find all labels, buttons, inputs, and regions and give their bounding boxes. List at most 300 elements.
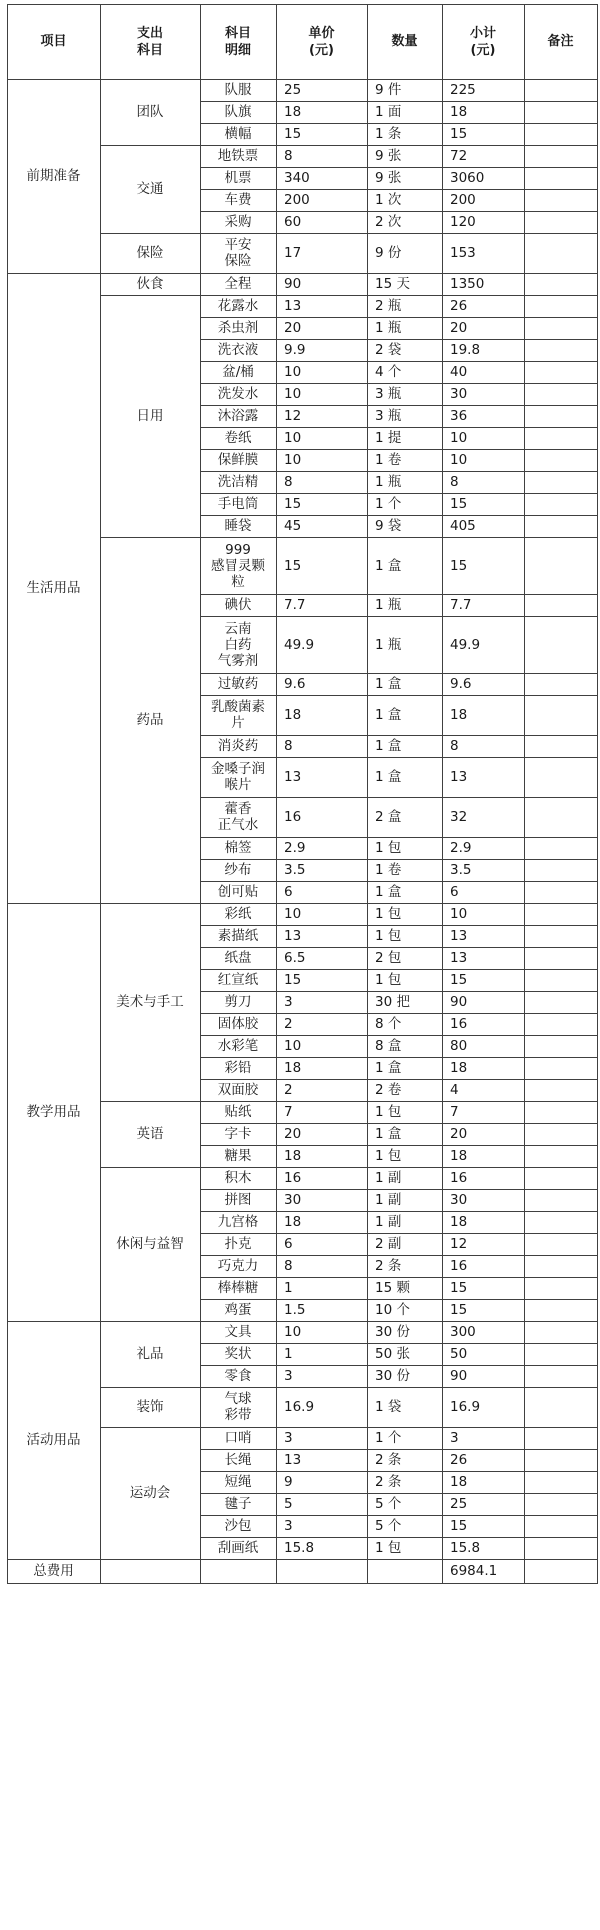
item-unit-price: 8 xyxy=(284,474,293,490)
item-unit-price: 7 xyxy=(284,1104,293,1120)
item-detail: 卷纸 xyxy=(224,430,252,446)
item-quantity: 9 件 xyxy=(375,82,402,98)
item-remark xyxy=(524,991,597,1013)
item-remark xyxy=(524,361,597,383)
item-remark xyxy=(524,1123,597,1145)
category-name: 日用 xyxy=(136,408,164,424)
item-detail: 999 感冒灵颗 粒 xyxy=(211,541,265,590)
item-detail: 纱布 xyxy=(224,862,252,878)
item-detail: 机票 xyxy=(224,170,252,186)
item-unit-price: 15 xyxy=(284,496,302,512)
item-subtotal: 49.9 xyxy=(450,636,481,653)
item-detail: 长绳 xyxy=(224,1452,252,1468)
item-subtotal: 9.6 xyxy=(450,676,472,692)
item-remark xyxy=(524,471,597,493)
item-remark xyxy=(524,673,597,695)
item-detail: 毽子 xyxy=(224,1496,252,1512)
item-detail: 洗洁精 xyxy=(217,474,259,490)
item-detail: 口哨 xyxy=(224,1430,252,1446)
item-remark xyxy=(524,969,597,991)
item-quantity: 1 包 xyxy=(375,1540,402,1556)
item-remark xyxy=(524,145,597,167)
grid-line xyxy=(367,4,368,1584)
item-detail: 固体胶 xyxy=(217,1016,259,1032)
item-remark xyxy=(524,1233,597,1255)
grid-line xyxy=(442,4,443,1584)
item-unit-price: 49.9 xyxy=(284,636,315,653)
item-subtotal: 8 xyxy=(450,474,459,490)
item-subtotal: 153 xyxy=(450,245,476,261)
item-remark xyxy=(524,797,597,837)
item-detail: 手电筒 xyxy=(217,496,259,512)
item-subtotal: 15 xyxy=(450,1280,468,1296)
item-subtotal: 405 xyxy=(450,518,476,534)
item-quantity: 3 瓶 xyxy=(375,386,402,402)
item-detail: 采购 xyxy=(224,214,252,230)
item-remark xyxy=(524,1277,597,1299)
item-detail: 洗发水 xyxy=(217,386,259,402)
item-remark xyxy=(524,1515,597,1537)
category-name: 伙食 xyxy=(136,276,164,292)
item-quantity: 8 盒 xyxy=(375,1038,402,1054)
item-subtotal: 19.8 xyxy=(450,342,481,358)
item-quantity: 2 包 xyxy=(375,950,402,966)
item-quantity: 1 包 xyxy=(375,928,402,944)
item-subtotal: 72 xyxy=(450,148,468,164)
item-remark xyxy=(524,211,597,233)
item-unit-price: 60 xyxy=(284,214,302,230)
item-unit-price: 2.9 xyxy=(284,840,306,856)
project-name: 教学用品 xyxy=(26,1104,81,1120)
item-remark xyxy=(524,1427,597,1449)
item-subtotal: 16.9 xyxy=(450,1399,481,1415)
item-unit-price: 3 xyxy=(284,1368,293,1384)
item-quantity: 15 天 xyxy=(375,276,410,292)
item-remark xyxy=(524,101,597,123)
item-unit-price: 7.7 xyxy=(284,597,306,613)
grid-line xyxy=(597,4,598,1584)
item-quantity: 1 卷 xyxy=(375,452,402,468)
category-name: 运动会 xyxy=(129,1485,171,1501)
item-detail: 乳酸菌素 片 xyxy=(211,699,265,731)
item-unit-price: 15 xyxy=(284,126,302,142)
item-quantity: 1 提 xyxy=(375,430,402,446)
item-remark xyxy=(524,925,597,947)
item-remark xyxy=(524,493,597,515)
item-subtotal: 30 xyxy=(450,1192,468,1208)
item-quantity: 30 把 xyxy=(375,994,410,1010)
item-detail: 消炎药 xyxy=(217,738,259,754)
header-project: 项目 xyxy=(40,34,67,49)
item-subtotal: 15 xyxy=(450,972,468,988)
item-unit-price: 16 xyxy=(284,1170,302,1186)
item-quantity: 1 瓶 xyxy=(375,474,402,490)
item-quantity: 2 瓶 xyxy=(375,298,402,314)
category-name: 英语 xyxy=(136,1126,164,1142)
item-remark xyxy=(524,79,597,101)
item-subtotal: 90 xyxy=(450,1368,468,1384)
item-unit-price: 10 xyxy=(284,906,302,922)
item-quantity: 1 盒 xyxy=(375,676,402,692)
item-quantity: 9 袋 xyxy=(375,518,402,534)
item-subtotal: 20 xyxy=(450,1126,468,1142)
category-name: 休闲与益智 xyxy=(116,1236,184,1252)
item-remark xyxy=(524,903,597,925)
category-name: 美术与手工 xyxy=(116,994,184,1010)
item-quantity: 15 颗 xyxy=(375,1280,410,1296)
item-detail: 藿香 正气水 xyxy=(217,801,259,833)
item-subtotal: 2.9 xyxy=(450,840,472,856)
item-unit-price: 200 xyxy=(284,192,310,208)
item-remark xyxy=(524,947,597,969)
item-quantity: 2 副 xyxy=(375,1236,402,1252)
item-subtotal: 200 xyxy=(450,192,476,208)
item-remark xyxy=(524,1537,597,1559)
item-subtotal: 3060 xyxy=(450,170,485,186)
item-detail: 彩铅 xyxy=(224,1060,252,1076)
item-subtotal: 3 xyxy=(450,1430,459,1446)
item-remark xyxy=(524,1101,597,1123)
item-subtotal: 10 xyxy=(450,430,468,446)
item-unit-price: 10 xyxy=(284,364,302,380)
item-detail: 刮画纸 xyxy=(217,1540,259,1556)
item-unit-price: 13 xyxy=(284,928,302,944)
item-remark xyxy=(524,1079,597,1101)
item-detail: 队服 xyxy=(224,82,252,98)
grid-line xyxy=(524,4,525,1584)
item-subtotal: 26 xyxy=(450,1452,468,1468)
item-subtotal: 80 xyxy=(450,1038,468,1054)
item-subtotal: 18 xyxy=(450,104,468,120)
item-remark xyxy=(524,123,597,145)
item-unit-price: 13 xyxy=(284,1452,302,1468)
grid-line xyxy=(100,4,101,1584)
item-unit-price: 10 xyxy=(284,1324,302,1340)
header-quantity: 数量 xyxy=(391,34,418,49)
item-quantity: 2 条 xyxy=(375,1258,402,1274)
item-detail: 水彩笔 xyxy=(217,1038,259,1054)
item-subtotal: 15.8 xyxy=(450,1540,481,1556)
item-unit-price: 8 xyxy=(284,738,293,754)
item-detail: 拼图 xyxy=(224,1192,252,1208)
item-remark xyxy=(524,1013,597,1035)
category-name: 保险 xyxy=(136,245,164,261)
item-detail: 双面胶 xyxy=(217,1082,259,1098)
item-unit-price: 20 xyxy=(284,320,302,336)
item-quantity: 1 盒 xyxy=(375,884,402,900)
item-detail: 贴纸 xyxy=(224,1104,252,1120)
item-subtotal: 20 xyxy=(450,320,468,336)
item-detail: 过敏药 xyxy=(217,676,259,692)
item-subtotal: 7.7 xyxy=(450,597,472,613)
header-remark: 备注 xyxy=(547,34,574,49)
item-detail: 沐浴露 xyxy=(217,408,259,424)
item-unit-price: 45 xyxy=(284,518,302,534)
item-quantity: 9 张 xyxy=(375,170,402,186)
item-unit-price: 90 xyxy=(284,276,302,292)
item-subtotal: 10 xyxy=(450,906,468,922)
item-remark xyxy=(524,757,597,797)
item-detail: 洗衣液 xyxy=(217,342,259,358)
item-unit-price: 17 xyxy=(284,245,302,261)
item-detail: 棉签 xyxy=(224,840,252,856)
item-unit-price: 18 xyxy=(284,1148,302,1164)
item-quantity: 1 副 xyxy=(375,1192,402,1208)
item-subtotal: 7 xyxy=(450,1104,459,1120)
item-unit-price: 30 xyxy=(284,1192,302,1208)
item-quantity: 1 包 xyxy=(375,1148,402,1164)
item-detail: 创可贴 xyxy=(217,884,259,900)
item-quantity: 1 包 xyxy=(375,972,402,988)
item-remark xyxy=(524,695,597,735)
item-quantity: 1 包 xyxy=(375,840,402,856)
item-unit-price: 16.9 xyxy=(284,1399,315,1415)
project-name: 生活用品 xyxy=(26,580,81,596)
item-remark xyxy=(524,1167,597,1189)
item-detail: 短绳 xyxy=(224,1474,252,1490)
item-subtotal: 18 xyxy=(450,1060,468,1076)
item-remark xyxy=(524,295,597,317)
item-detail: 沙包 xyxy=(224,1518,252,1534)
item-unit-price: 9.6 xyxy=(284,676,306,692)
item-unit-price: 3 xyxy=(284,1518,293,1534)
item-quantity: 1 卷 xyxy=(375,862,402,878)
header-category: 支出 科目 xyxy=(136,25,163,58)
item-unit-price: 15.8 xyxy=(284,1540,315,1556)
item-remark xyxy=(524,1035,597,1057)
item-remark xyxy=(524,537,597,594)
item-subtotal: 13 xyxy=(450,950,468,966)
item-unit-price: 10 xyxy=(284,430,302,446)
item-unit-price: 1 xyxy=(284,1280,293,1296)
item-detail: 车费 xyxy=(224,192,252,208)
item-subtotal: 16 xyxy=(450,1258,468,1274)
item-unit-price: 8 xyxy=(284,148,293,164)
item-subtotal: 15 xyxy=(450,1302,468,1318)
item-detail: 鸡蛋 xyxy=(224,1302,252,1318)
grid-line xyxy=(200,1559,598,1560)
item-detail: 平安 保险 xyxy=(224,237,252,269)
item-subtotal: 32 xyxy=(450,809,468,825)
item-subtotal: 90 xyxy=(450,994,468,1010)
item-remark xyxy=(524,1471,597,1493)
item-remark xyxy=(524,1211,597,1233)
category-name: 药品 xyxy=(136,712,164,728)
item-quantity: 1 盒 xyxy=(375,738,402,754)
item-subtotal: 18 xyxy=(450,1148,468,1164)
item-quantity: 50 张 xyxy=(375,1346,410,1362)
item-detail: 扑克 xyxy=(224,1236,252,1252)
item-detail: 红宣纸 xyxy=(217,972,259,988)
item-subtotal: 36 xyxy=(450,408,468,424)
item-subtotal: 1350 xyxy=(450,276,485,292)
item-remark xyxy=(524,449,597,471)
item-subtotal: 16 xyxy=(450,1016,468,1032)
item-subtotal: 13 xyxy=(450,928,468,944)
item-subtotal: 3.5 xyxy=(450,862,472,878)
item-remark xyxy=(524,881,597,903)
item-quantity: 1 副 xyxy=(375,1170,402,1186)
item-subtotal: 16 xyxy=(450,1170,468,1186)
item-quantity: 1 次 xyxy=(375,192,402,208)
item-unit-price: 9 xyxy=(284,1474,293,1490)
item-quantity: 4 个 xyxy=(375,364,402,380)
item-quantity: 2 盒 xyxy=(375,809,402,825)
item-unit-price: 8 xyxy=(284,1258,293,1274)
item-unit-price: 3 xyxy=(284,1430,293,1446)
item-detail: 积木 xyxy=(224,1170,252,1186)
item-subtotal: 12 xyxy=(450,1236,468,1252)
item-quantity: 9 张 xyxy=(375,148,402,164)
item-unit-price: 18 xyxy=(284,104,302,120)
item-subtotal: 25 xyxy=(450,1496,468,1512)
item-detail: 纸盘 xyxy=(224,950,252,966)
item-subtotal: 300 xyxy=(450,1324,476,1340)
item-unit-price: 6 xyxy=(284,1236,293,1252)
item-quantity: 2 次 xyxy=(375,214,402,230)
item-detail: 零食 xyxy=(224,1368,252,1384)
item-quantity: 1 包 xyxy=(375,1104,402,1120)
item-unit-price: 5 xyxy=(284,1496,293,1512)
item-subtotal: 6 xyxy=(450,884,459,900)
item-unit-price: 10 xyxy=(284,452,302,468)
item-remark xyxy=(524,1255,597,1277)
item-remark xyxy=(524,1057,597,1079)
item-detail: 棒棒糖 xyxy=(217,1280,259,1296)
item-unit-price: 10 xyxy=(284,1038,302,1054)
item-remark xyxy=(524,189,597,211)
item-subtotal: 225 xyxy=(450,82,476,98)
item-detail: 横幅 xyxy=(224,126,252,142)
project-name: 活动用品 xyxy=(26,1432,81,1448)
item-subtotal: 18 xyxy=(450,1474,468,1490)
item-quantity: 10 个 xyxy=(375,1302,410,1318)
item-quantity: 1 盒 xyxy=(375,769,402,785)
item-quantity: 1 盒 xyxy=(375,557,402,574)
total-value: 6984.1 xyxy=(450,1563,498,1579)
item-remark xyxy=(524,1343,597,1365)
item-subtotal: 15 xyxy=(450,126,468,142)
item-subtotal: 50 xyxy=(450,1346,468,1362)
item-unit-price: 10 xyxy=(284,386,302,402)
grid-line xyxy=(200,4,201,1584)
item-remark xyxy=(524,339,597,361)
item-detail: 杀虫剂 xyxy=(217,320,259,336)
item-remark xyxy=(524,1365,597,1387)
item-detail: 糖果 xyxy=(224,1148,252,1164)
item-remark xyxy=(524,1321,597,1343)
grid-line xyxy=(7,4,8,1584)
item-remark xyxy=(524,273,597,295)
item-detail: 九宫格 xyxy=(217,1214,259,1230)
item-remark xyxy=(524,317,597,339)
item-quantity: 1 瓶 xyxy=(375,597,402,613)
item-subtotal: 8 xyxy=(450,738,459,754)
category-name: 交通 xyxy=(136,181,164,197)
item-subtotal: 18 xyxy=(450,1214,468,1230)
item-quantity: 1 包 xyxy=(375,906,402,922)
item-subtotal: 13 xyxy=(450,769,468,785)
item-unit-price: 1 xyxy=(284,1346,293,1362)
item-detail: 彩纸 xyxy=(224,906,252,922)
item-remark xyxy=(524,427,597,449)
grid-line xyxy=(7,4,598,5)
item-detail: 花露水 xyxy=(217,298,259,314)
item-unit-price: 13 xyxy=(284,769,302,785)
item-unit-price: 340 xyxy=(284,170,310,186)
item-remark xyxy=(524,233,597,273)
item-quantity: 1 盒 xyxy=(375,1126,402,1142)
item-unit-price: 18 xyxy=(284,1214,302,1230)
item-subtotal: 26 xyxy=(450,298,468,314)
item-detail: 巧克力 xyxy=(217,1258,259,1274)
header-detail: 科目 明细 xyxy=(224,25,251,58)
header-subtotal: 小计 (元) xyxy=(469,25,496,58)
item-remark xyxy=(524,1387,597,1427)
item-detail: 奖状 xyxy=(224,1346,252,1362)
item-remark xyxy=(524,837,597,859)
item-quantity: 1 面 xyxy=(375,104,402,120)
item-quantity: 1 瓶 xyxy=(375,636,402,653)
item-quantity: 5 个 xyxy=(375,1518,402,1534)
total-label: 总费用 xyxy=(33,1563,74,1579)
item-unit-price: 20 xyxy=(284,1126,302,1142)
item-subtotal: 30 xyxy=(450,386,468,402)
item-quantity: 1 盒 xyxy=(375,1060,402,1076)
item-remark xyxy=(524,383,597,405)
item-detail: 云南 白药 气雾剂 xyxy=(217,620,259,669)
item-detail: 全程 xyxy=(224,276,252,292)
item-quantity: 8 个 xyxy=(375,1016,402,1032)
item-unit-price: 18 xyxy=(284,1060,302,1076)
item-remark xyxy=(524,735,597,757)
item-subtotal: 10 xyxy=(450,452,468,468)
item-subtotal: 15 xyxy=(450,1518,468,1534)
item-remark xyxy=(524,167,597,189)
item-quantity: 1 瓶 xyxy=(375,320,402,336)
item-quantity: 1 副 xyxy=(375,1214,402,1230)
item-quantity: 2 条 xyxy=(375,1452,402,1468)
item-remark xyxy=(524,405,597,427)
item-unit-price: 6 xyxy=(284,884,293,900)
item-unit-price: 15 xyxy=(284,557,302,574)
item-detail: 盆/桶 xyxy=(222,364,254,380)
item-quantity: 1 条 xyxy=(375,126,402,142)
item-unit-price: 16 xyxy=(284,809,302,825)
item-unit-price: 6.5 xyxy=(284,950,306,966)
item-unit-price: 15 xyxy=(284,972,302,988)
item-detail: 剪刀 xyxy=(224,994,252,1010)
item-remark xyxy=(524,1449,597,1471)
item-quantity: 30 份 xyxy=(375,1368,410,1384)
item-remark xyxy=(524,594,597,616)
item-quantity: 9 份 xyxy=(375,245,402,261)
item-remark xyxy=(524,1189,597,1211)
item-remark xyxy=(524,616,597,673)
category-name: 装饰 xyxy=(136,1399,164,1415)
item-quantity: 2 卷 xyxy=(375,1082,402,1098)
item-subtotal: 18 xyxy=(450,707,468,723)
item-remark xyxy=(524,859,597,881)
item-quantity: 3 瓶 xyxy=(375,408,402,424)
item-unit-price: 1.5 xyxy=(284,1302,306,1318)
category-name: 团队 xyxy=(136,104,164,120)
item-detail: 字卡 xyxy=(224,1126,252,1142)
item-detail: 地铁票 xyxy=(217,148,259,164)
item-detail: 碘伏 xyxy=(224,597,252,613)
item-quantity: 30 份 xyxy=(375,1324,410,1340)
grid-line xyxy=(7,1583,598,1584)
